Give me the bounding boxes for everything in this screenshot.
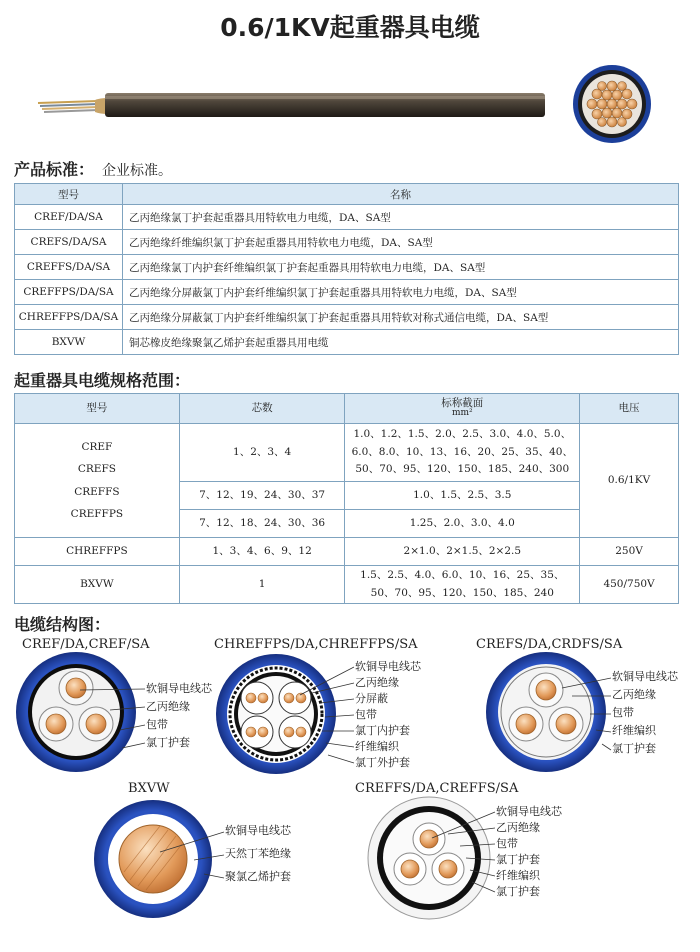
diagram-label: 纤维编织	[355, 740, 399, 753]
diagram-label: 乙丙绝缘	[146, 700, 190, 713]
header-section-label: 标称截面	[441, 396, 484, 409]
model-code: BXVW	[15, 330, 123, 355]
diagram-label: 软铜导电线芯	[225, 824, 291, 837]
model-code: CREF/DA/SA	[15, 205, 123, 230]
model-code: CREFFS/DA/SA	[15, 255, 123, 280]
standard-heading	[14, 157, 172, 180]
voltage-cell: 450/750V	[580, 566, 679, 604]
diagram-label: 软铜导电线芯	[496, 805, 562, 818]
diagram-leaders	[60, 650, 150, 760]
diagram-label: 软铜导电线芯	[612, 670, 678, 683]
model-code: CHREFFPS/DA/SA	[15, 305, 123, 330]
diagram-label: 纤维编织	[496, 869, 540, 882]
header-cores: 芯数	[179, 394, 345, 424]
section-line: 6.0、8.0、10、13、16、20、25、35、40、	[351, 445, 573, 458]
table-row	[15, 538, 679, 566]
diagram-label: 包带	[612, 706, 634, 719]
diagram-label: 氯丁内护套	[355, 724, 410, 737]
voltage-cell: 0.6/1KV	[580, 424, 679, 538]
section-line: 1.0、1.2、1.5、2.0、2.5、3.0、4.0、5.0、	[353, 427, 572, 440]
diagram-label: 包带	[146, 718, 168, 731]
diagram-label: 包带	[355, 708, 377, 721]
diagram-leaders	[550, 660, 612, 760]
diagram-title: CREFS/DA,CRDFS/SA	[476, 637, 623, 652]
diagram-leaders	[270, 655, 355, 775]
header-section	[345, 394, 580, 424]
model-name: 铜芯橡皮绝缘聚氯乙烯护套起重器具用电缆	[123, 330, 679, 355]
model-name: 乙丙绝缘纤维编织氯丁护套起重器具用特软电力电缆，DA、SA型	[123, 230, 679, 255]
model-name: 乙丙绝缘分屏蔽氯丁内护套纤维编织氯丁护套起重器具用特软对称式通信电缆，DA、SA型	[123, 305, 679, 330]
diagram-label: 氯丁护套	[496, 885, 540, 898]
model-name: 乙丙绝缘氯丁护套起重器具用特软电力电缆，DA、SA型	[123, 205, 679, 230]
model-code: CREFFPS/DA/SA	[15, 280, 123, 305]
cores-cell: 1、3、4、6、9、12	[179, 538, 345, 566]
standard-label: 产品标准：	[14, 160, 95, 179]
table-header-row	[15, 184, 679, 205]
voltage-cell: 250V	[580, 538, 679, 566]
diagram-title: CHREFFPS/DA,CHREFFPS/SA	[214, 637, 418, 652]
diagram-title: CREF/DA,CREF/SA	[22, 637, 150, 652]
header-name: 名称	[123, 184, 679, 205]
model-code: CREFS	[77, 463, 116, 476]
diagram-label: 氯丁护套	[612, 742, 656, 755]
section-line: 50、70、95、120、150、185、240、300	[355, 463, 570, 476]
header-section-unit: mm²	[451, 408, 473, 419]
diagram-leaders	[150, 820, 226, 890]
diagram-label: 包带	[496, 837, 518, 850]
diagram-title: CREFFS/DA,CREFFS/SA	[355, 781, 519, 796]
diagram-label: 氯丁护套	[146, 736, 190, 749]
spec-range-table	[14, 393, 679, 604]
header-voltage: 电压	[580, 394, 679, 424]
model-code: CREFFPS	[70, 507, 124, 520]
diagram-label: 软铜导电线芯	[146, 682, 212, 695]
spec-heading: 起重器具电缆规格范围：	[14, 371, 191, 390]
table-row	[15, 205, 679, 230]
model-name: 乙丙绝缘氯丁内护套纤维编织氯丁护套起重器具用特软电力电缆，DA、SA型	[123, 255, 679, 280]
table-row	[15, 230, 679, 255]
section-cell: 1.0、1.5、2.5、3.5	[345, 482, 580, 510]
standard-value: 企业标准。	[102, 163, 173, 179]
section-line: 50、70、95、120、150、185、240	[370, 586, 554, 599]
diagram-label: 纤维编织	[612, 724, 656, 737]
header-model: 型号	[15, 184, 123, 205]
diagram-label: 氯丁外护套	[355, 756, 410, 769]
table-row	[15, 280, 679, 305]
model-code: CREF	[81, 441, 113, 454]
diagram-label: 软铜导电线芯	[355, 660, 421, 673]
section-cell: 2×1.0、2×1.5、2×2.5	[345, 538, 580, 566]
table-row	[15, 566, 679, 604]
model-code: CREFS/DA/SA	[15, 230, 123, 255]
section-cell	[345, 424, 580, 482]
cores-cell: 1、2、3、4	[179, 424, 345, 482]
model-group	[15, 424, 180, 538]
section-cell	[345, 566, 580, 604]
cores-cell: 7、12、18、24、30、36	[179, 510, 345, 538]
model-code: BXVW	[15, 566, 180, 604]
diagram-label: 乙丙绝缘	[355, 676, 399, 689]
diagram-leaders	[420, 800, 496, 900]
model-names-table	[14, 183, 679, 355]
model-code: CREFFS	[74, 485, 120, 498]
cores-cell: 7、12、19、24、30、37	[179, 482, 345, 510]
section-cell: 1.25、2.0、3.0、4.0	[345, 510, 580, 538]
diagram-label: 聚氯乙烯护套	[225, 870, 291, 883]
table-row	[15, 255, 679, 280]
cores-cell: 1	[179, 566, 345, 604]
table-row	[15, 305, 679, 330]
diagram-label: 分屏蔽	[355, 692, 388, 705]
cable-cross-section	[573, 65, 651, 143]
diagram-label: 天然丁苯绝缘	[225, 847, 291, 860]
diagrams-heading: 电缆结构图：	[14, 615, 111, 634]
header-model: 型号	[15, 394, 180, 424]
page-title: 0.6/1KV起重器具电缆	[220, 13, 480, 42]
table-header-row	[15, 394, 679, 424]
cable-side-view	[38, 93, 545, 117]
table-row	[15, 424, 679, 482]
diagram-label: 氯丁护套	[496, 853, 540, 866]
diagram-label: 乙丙绝缘	[612, 688, 656, 701]
table-row	[15, 330, 679, 355]
section-line: 1.5、2.5、4.0、6.0、10、16、25、35、	[360, 568, 565, 581]
diagram-title: BXVW	[128, 781, 170, 796]
model-name: 乙丙绝缘分屏蔽氯丁内护套纤维编织氯丁护套起重器具用特软电力电缆，DA、SA型	[123, 280, 679, 305]
cable-hero-illustration	[0, 60, 700, 160]
diagram-label: 乙丙绝缘	[496, 821, 540, 834]
model-code: CHREFFPS	[15, 538, 180, 566]
